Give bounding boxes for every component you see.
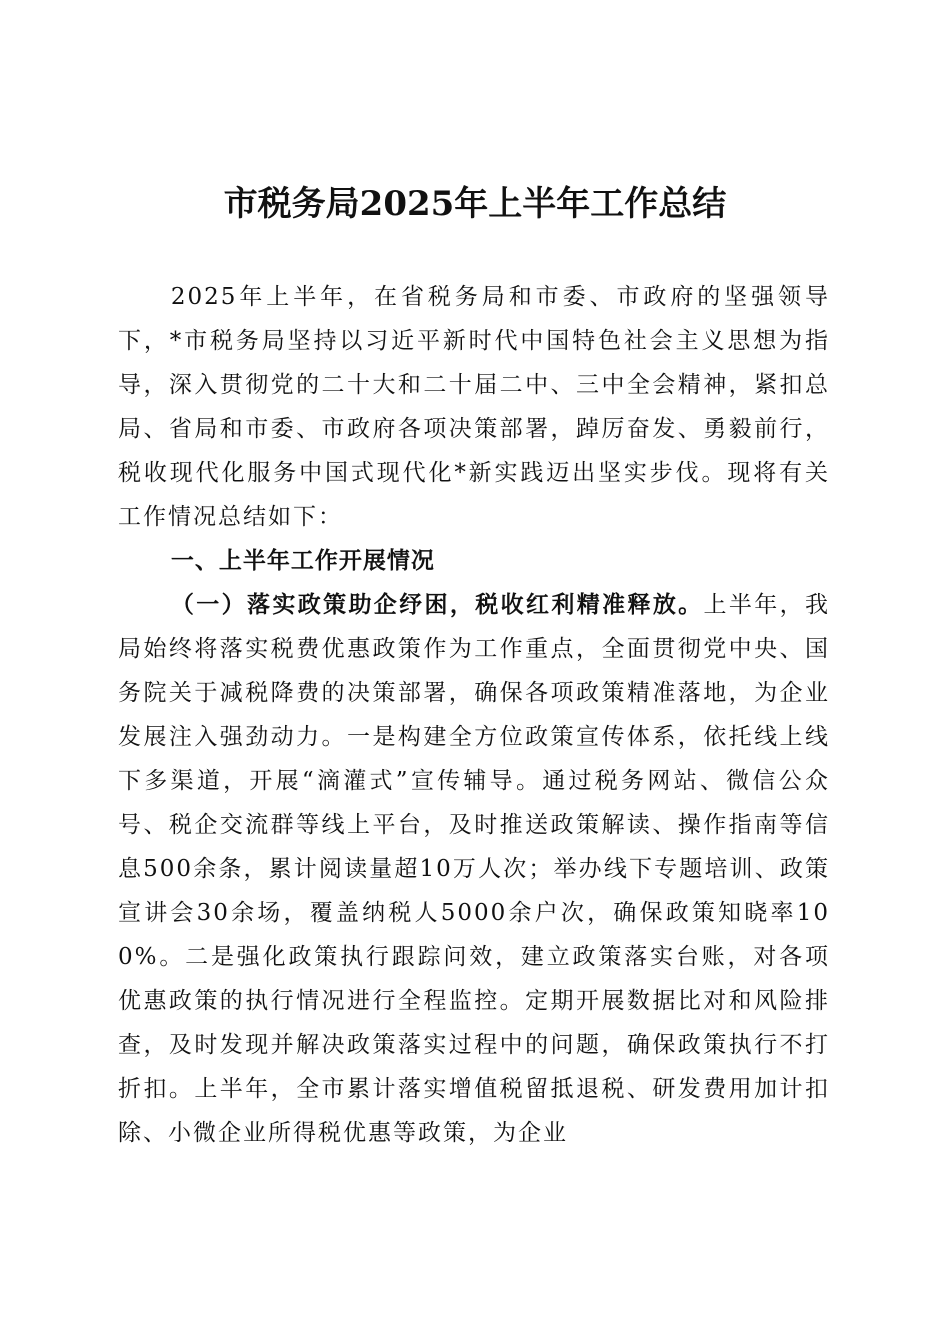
document-title: 市税务局2025年上半年工作总结 bbox=[223, 184, 727, 224]
subsection-body-1: 上半年，我局始终将落实税费优惠政策作为工作重点，全面贯彻党中央、国务院关于减税降费的决策部署，确保各项政策精准落地，为企业发展注入强劲动力。一是构建全方位政策宣传体系，依托线上线下多渠道，开展“滴灌式”宣传辅导。通过税务网站、微信公众号、税企交流群等线上平台，及时推送政策解读、操作指南等信息500余条，累计阅读量超10万人次；举办线下专题培训、政策宣讲会30余场，覆盖纳税人5000余户次，确保政策知晓率100%。二是强化政策执行跟踪问效，建立政策落实台账，对各项优惠政策的执行情况进行全程监控。定期开展数据比对和风险排查，及时发现并解决政策落实过程中的问题，确保政策执行不打折扣。上半年，全市累计落实增值税留抵退税、研发费用加计扣除、小微企业所得税优惠等政策，为企业 bbox=[118, 592, 831, 1146]
subsection-heading-1: （一）落实政策助企纾困，税收红利精准释放。 bbox=[170, 591, 704, 618]
document-body bbox=[118, 275, 830, 1155]
section-heading-1: 一、上半年工作开展情况 bbox=[170, 548, 435, 574]
intro-paragraph: 2025年上半年，在省税务局和市委、市政府的坚强领导下，*市税务局坚持以习近平新时代中国特色社会主义思想为指导，深入贯彻党的二十大和二十届二中、三中全会精神，紧扣总局、省局和市委、市政府各项决策部署，踔厉奋发、勇毅前行，税收现代化服务中国式现代化*新实践迈出坚实步伐。现将有关工作情况总结如下： bbox=[118, 284, 830, 530]
subsection-paragraph-1 bbox=[118, 583, 830, 1155]
